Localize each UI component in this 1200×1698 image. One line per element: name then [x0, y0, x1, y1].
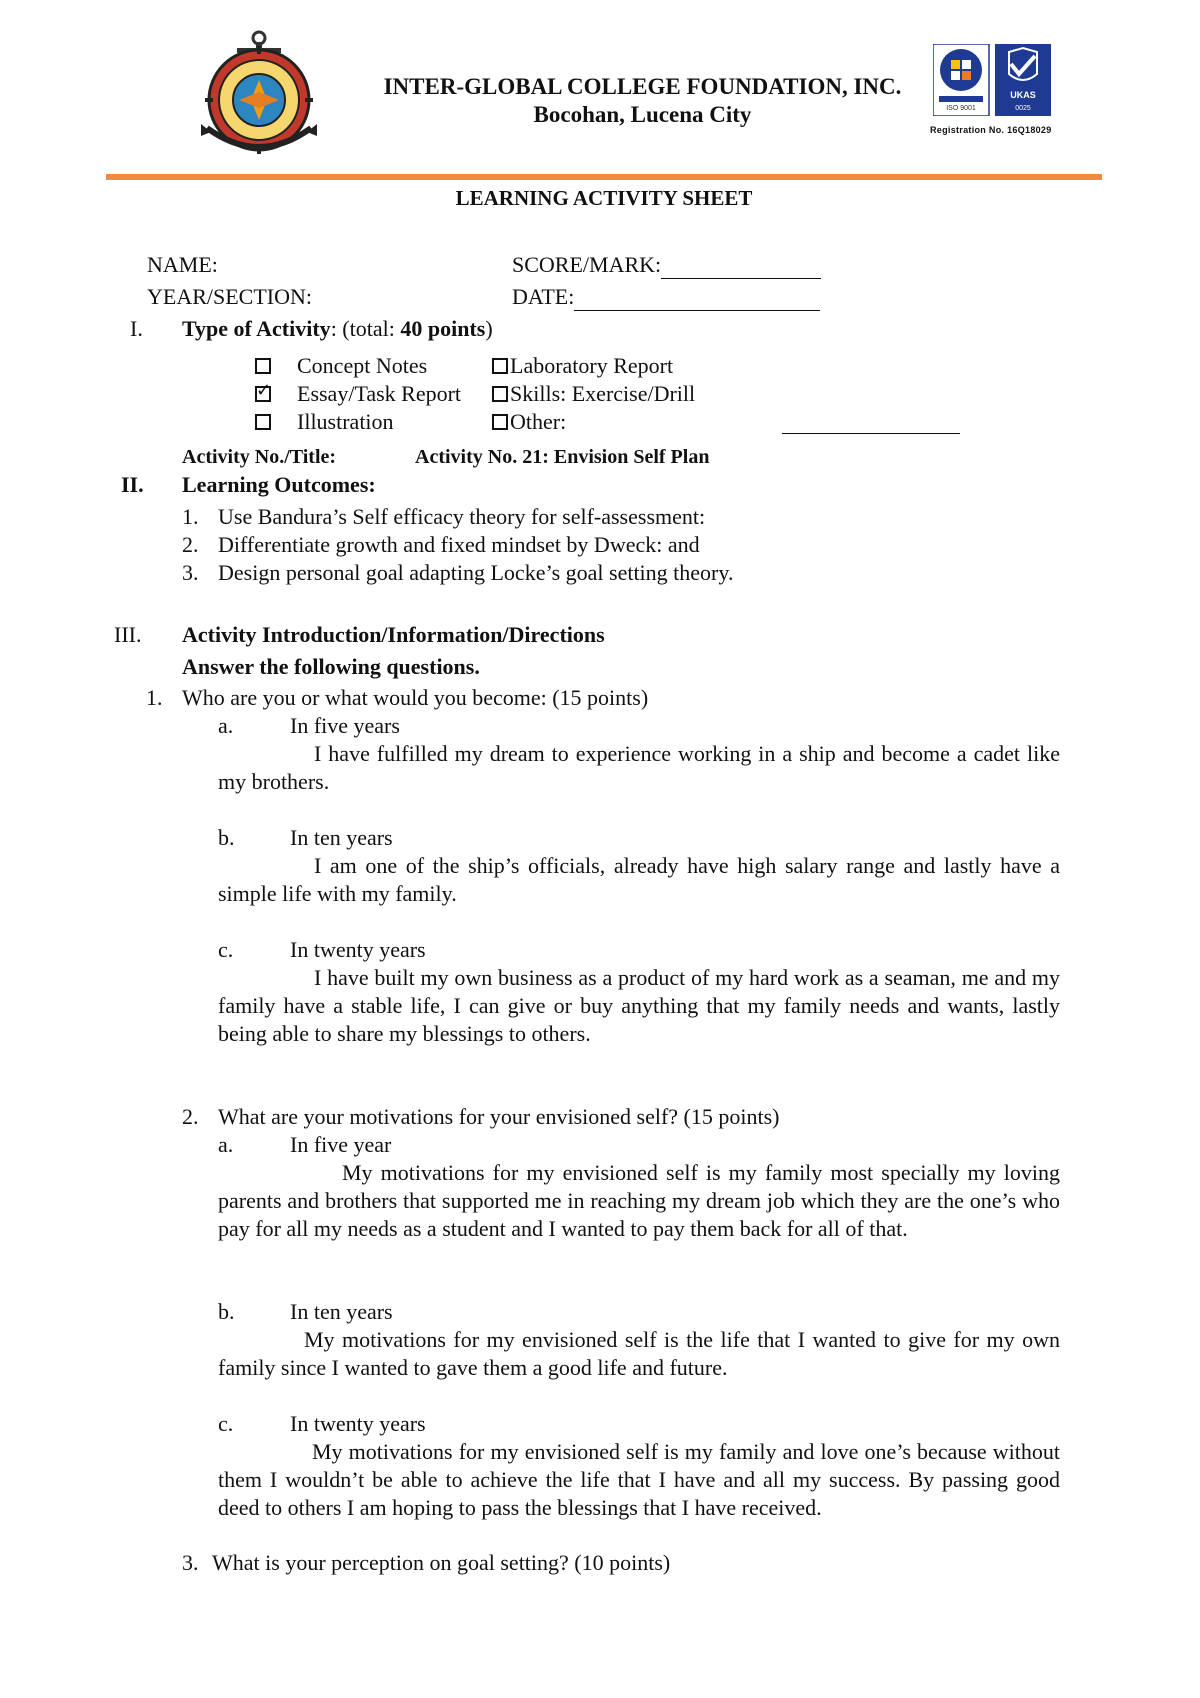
- part-label: In twenty years: [290, 937, 426, 962]
- part-letter: a.: [218, 713, 234, 738]
- outcome-text: Use Bandura’s Self efficacy theory for self-assessment:: [218, 504, 706, 529]
- registration-number: Registration No. 16Q18029: [930, 125, 1052, 135]
- question-3-text: What is your perception on goal setting? (10 points): [212, 1550, 671, 1575]
- section-1-title: Type of Activity: [182, 316, 331, 341]
- ukas-label: UKAS: [1010, 90, 1036, 100]
- answer-paragraph: I am one of the ship’s officials, already have high salary range and lastly have a simple life with my family.: [218, 853, 1060, 906]
- organization-address: Bocohan, Lucena City: [533, 102, 752, 127]
- section-1-numeral: I.: [130, 316, 143, 341]
- section-1-heading: Type of Activity: (total: 40 points): [182, 316, 493, 341]
- section-3-title: Activity Introduction/Information/Directions: [182, 622, 605, 647]
- part-label: In five year: [290, 1132, 392, 1157]
- question-1-text: Who are you or what would you become: (15 points): [182, 685, 649, 710]
- date-blank[interactable]: [574, 290, 820, 311]
- section-2-numeral: II.: [121, 472, 144, 497]
- option-skills-exercise-drill[interactable]: Skills: Exercise/Drill: [492, 380, 695, 408]
- option-laboratory-report[interactable]: Laboratory Report: [492, 352, 673, 380]
- outcome-text: Design personal goal adapting Locke’s goal setting theory.: [218, 560, 734, 585]
- other-blank[interactable]: [782, 433, 960, 434]
- activity-label: Activity No./Title:: [182, 446, 337, 468]
- part-letter: b.: [218, 1299, 235, 1324]
- college-seal-logo: [197, 28, 321, 156]
- checkbox-icon[interactable]: [255, 414, 271, 430]
- part-label: In five years: [290, 713, 400, 738]
- option-illustration[interactable]: Illustration: [255, 408, 394, 436]
- checkbox-icon[interactable]: [492, 386, 508, 402]
- activity-title: Activity No. 21: Envision Self Plan: [415, 446, 710, 468]
- year-section-label: YEAR/SECTION:: [147, 284, 312, 309]
- section-3-instruction: Answer the following questions.: [182, 654, 480, 679]
- part-label: In twenty years: [290, 1411, 426, 1436]
- checkbox-icon[interactable]: [255, 358, 271, 374]
- outcome-text: Differentiate growth and fixed mindset by Dweck: and: [218, 532, 700, 557]
- total-points: 40 points: [400, 316, 486, 341]
- question-number: 1.: [146, 685, 163, 710]
- outcome-number: 2.: [182, 532, 199, 557]
- score-label: SCORE/MARK:: [512, 252, 662, 277]
- ukas-code: 0025: [1015, 105, 1031, 112]
- iso-certification-logo: [933, 44, 1051, 116]
- answer-paragraph: My motivations for my envisioned self is the life that I wanted to give for my own family since I wanted to gave them a good life and future.: [218, 1327, 1060, 1380]
- checkbox-icon[interactable]: [492, 358, 508, 374]
- option-essay-task-report[interactable]: ✓ Essay/Task Report: [256, 380, 462, 406]
- score-blank[interactable]: [661, 258, 821, 279]
- answer-paragraph: My motivations for my envisioned self is my family and love one’s because without them I wouldn’t be able to achieve the life that I have and all my success. By passing good deed to others I am hoping to pass the blessings that I have received.: [218, 1439, 1060, 1520]
- part-label: In ten years: [290, 825, 393, 850]
- header-divider: [106, 174, 1102, 180]
- question-2-text: What are your motivations for your envisioned self? (15 points): [218, 1104, 780, 1129]
- outcome-number: 1.: [182, 504, 199, 529]
- part-letter: c.: [218, 937, 234, 962]
- question-number: 2.: [182, 1104, 199, 1129]
- score-field[interactable]: [512, 251, 821, 279]
- option-concept-notes[interactable]: Concept Notes: [255, 352, 427, 380]
- checkbox-icon[interactable]: [492, 414, 508, 430]
- outcome-number: 3.: [182, 560, 199, 585]
- sheet-title: LEARNING ACTIVITY SHEET: [455, 186, 753, 210]
- option-other[interactable]: Other:: [492, 408, 566, 436]
- answer-paragraph: I have built my own business as a product of my hard work as a seaman, me and my family have a stable life, I can give or buy anything that my family needs and wants, lastly being able to share my blessings to others.: [218, 965, 1060, 1046]
- checked-checkbox-icon[interactable]: ✓: [256, 380, 272, 401]
- iso-label: ISO 9001: [946, 105, 976, 112]
- name-label: NAME:: [147, 252, 218, 277]
- part-letter: b.: [218, 825, 235, 850]
- date-field[interactable]: [512, 283, 820, 311]
- section-3-numeral: III.: [114, 622, 142, 647]
- question-number: 3.: [182, 1550, 199, 1575]
- part-label: In ten years: [290, 1299, 393, 1324]
- organization-name: INTER-GLOBAL COLLEGE FOUNDATION, INC.: [383, 74, 902, 99]
- part-letter: c.: [218, 1411, 234, 1436]
- section-2-title: Learning Outcomes:: [182, 472, 376, 497]
- date-label: DATE:: [512, 284, 575, 309]
- answer-paragraph: I have fulfilled my dream to experience working in a ship and become a cadet like my brothers.: [218, 741, 1060, 794]
- part-letter: a.: [218, 1132, 234, 1157]
- answer-paragraph: My motivations for my envisioned self is my family most specially my loving parents and brothers that supported me in reaching my dream job which they are the one’s who pay for all my needs as a student and I wanted to pay them back for all of that.: [218, 1160, 1060, 1241]
